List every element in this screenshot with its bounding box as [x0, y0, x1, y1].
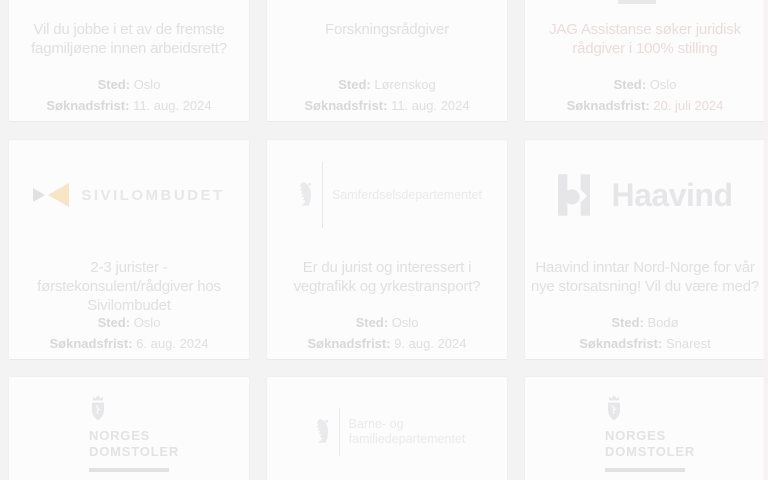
job-title[interactable]: JAG Assistanse søker juridisk rådgiver i 100% stilling [549, 21, 741, 57]
employer-logo-norges-domstoler [525, 377, 765, 480]
location-value: Oslo [133, 77, 161, 92]
application-deadline [9, 336, 249, 351]
employer-logo-sivilombudet [9, 140, 249, 250]
domstoler-line1: NORGES [89, 427, 151, 443]
job-card[interactable] [8, 376, 250, 480]
job-meta [525, 315, 765, 351]
job-card[interactable] [524, 0, 766, 122]
application-deadline [525, 336, 765, 351]
job-card[interactable] [524, 139, 766, 360]
job-title[interactable]: 2-3 jurister - førstekonsulent/rådgiver hos Sivilombudet [37, 259, 221, 314]
employer-logo-barne-og-familiedepartementet [267, 377, 507, 480]
ministry-name [349, 417, 466, 447]
application-deadline [267, 98, 507, 113]
domstoler-underline [605, 468, 685, 472]
domstoler-line2: DOMSTOLER [605, 443, 696, 459]
deadline-label: Søknadsfrist: [46, 98, 130, 113]
job-title[interactable]: Haavind inntar Nord-Norge for vår nye storsatsning! Vil du være med? [530, 259, 760, 295]
deadline-value: 6. aug. 2024 [136, 336, 209, 351]
deadline-label: Søknadsfrist: [579, 336, 663, 351]
domstoler-line1: NORGES [605, 427, 667, 443]
haavind-monogram-icon [558, 173, 590, 217]
application-deadline [525, 98, 765, 113]
sivilombudet-arrows-icon [33, 182, 69, 208]
domstoler-underline [89, 468, 169, 472]
location-label: Sted: [613, 77, 647, 92]
job-title[interactable]: Vil du jobbe i et av de fremste fagmiljøene innen arbeidsrett? [31, 21, 227, 57]
deadline-value: 11. aug. 2024 [133, 98, 212, 113]
job-meta [9, 315, 249, 351]
application-deadline [9, 98, 249, 113]
domstoler-line2: DOMSTOLER [89, 443, 180, 459]
location-label: Sted: [338, 77, 371, 92]
job-location [267, 77, 507, 92]
court-shield-crown-icon [89, 393, 107, 423]
deadline-label: Søknadsfrist: [307, 336, 391, 351]
location-value: Oslo [133, 315, 161, 330]
ministry-name: Samferdselsdepartementet [331, 187, 483, 202]
employer-logo-samferdselsdepartementet [267, 140, 507, 250]
job-card[interactable] [266, 139, 508, 360]
right-edge-tint [763, 0, 768, 480]
job-location [9, 77, 249, 92]
deadline-value: 9. aug. 2024 [394, 336, 467, 351]
sivilombudet-wordmark: SIVILOMBUDET [81, 186, 225, 204]
job-card[interactable] [8, 139, 250, 360]
application-deadline [267, 336, 507, 351]
employer-logo-norges-domstoler [9, 377, 249, 480]
job-meta [525, 77, 765, 113]
location-label: Sted: [355, 315, 389, 330]
job-card[interactable] [8, 0, 250, 122]
location-label: Sted: [97, 315, 131, 330]
employer-logo-haavind [525, 140, 765, 250]
cut-off-logo-sliver [618, 0, 656, 4]
deadline-label: Søknadsfrist: [566, 98, 650, 113]
job-card[interactable] [266, 0, 508, 122]
location-value: Oslo [391, 315, 419, 330]
deadline-value: 20. juli 2024 [653, 98, 724, 113]
job-location [9, 315, 249, 330]
location-value: Oslo [649, 77, 677, 92]
location-value: Bodø [647, 315, 679, 330]
logo-divider [322, 162, 323, 228]
job-location [525, 77, 765, 92]
location-label: Sted: [97, 77, 131, 92]
job-meta [267, 315, 507, 351]
norwegian-lion-icon [309, 418, 331, 446]
job-title[interactable]: Er du jurist og interessert i vegtrafikk og yrkestransport? [293, 259, 481, 295]
norwegian-lion-icon [292, 181, 314, 209]
location-label: Sted: [611, 315, 644, 330]
deadline-value: 11. aug. 2024 [391, 98, 470, 113]
job-location [267, 315, 507, 330]
ministry-name-line2: familiedepartementet [348, 432, 466, 446]
job-location [525, 315, 765, 330]
job-meta [9, 77, 249, 113]
deadline-label: Søknadsfrist: [49, 336, 133, 351]
haavind-wordmark: Haavind [611, 176, 733, 213]
deadline-value: Snarest [665, 336, 711, 351]
logo-divider [339, 408, 340, 456]
job-card[interactable] [524, 376, 766, 480]
court-shield-crown-icon [605, 393, 623, 423]
job-title[interactable]: Forskningsrådgiver [325, 21, 449, 38]
deadline-label: Søknadsfrist: [304, 98, 388, 113]
job-card[interactable] [266, 376, 508, 480]
job-meta [267, 77, 507, 113]
ministry-name-line1: Barne- og [348, 417, 404, 431]
location-value: Lørenskog [374, 77, 436, 92]
